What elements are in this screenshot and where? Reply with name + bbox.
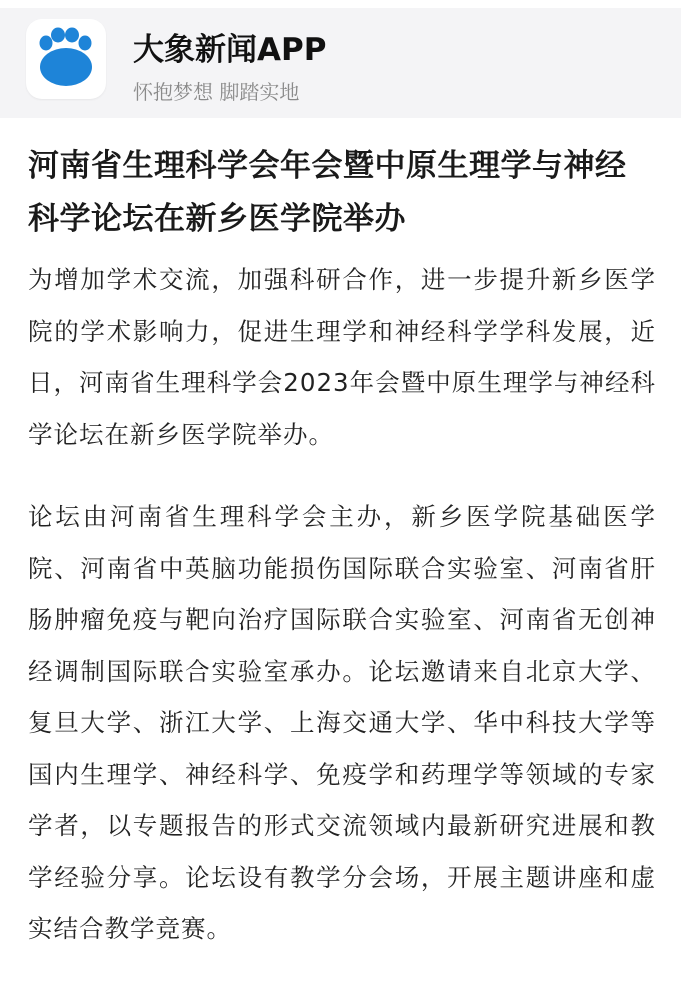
app-name: 大象新闻APP [133, 32, 327, 68]
article-title: 河南省生理科学会年会暨中原生理学与神经科学论坛在新乡医学院举办 [28, 148, 627, 237]
article-paragraph: 为增加学术交流，加强科研合作，进一步提升新乡医学院的学术影响力，促进生理学和神经科学学科发展，近日，河南省生理科学会2023年会暨中原生理学与神经科学论坛在新乡医学院举办。 [28, 265, 656, 449]
elephant-paw-icon [32, 25, 100, 93]
app-banner[interactable] [0, 8, 681, 118]
app-slogan: 怀抱梦想 脚踏实地 [133, 80, 300, 104]
article [28, 140, 656, 955]
article-paragraph: 论坛由河南省生理科学会主办，新乡医学院基础医学院、河南省中英脑功能损伤国际联合实验室、河南省肝肠肿瘤免疫与靶向治疗国际联合实验室、河南省无创神经调制国际联合实验室承办。论坛邀请来自北京大学、复旦大学、浙江大学、上海交通大学、华中科技大学等国内生理学、神经科学、免疫学和药理学等领域的专家学者，以专题报告的形式交流领域内最新研究进展和教学经验分享。论坛设有教学分会场，开展主题讲座和虚实结合教学竞赛。 [28, 502, 656, 943]
app-logo[interactable] [26, 19, 106, 99]
